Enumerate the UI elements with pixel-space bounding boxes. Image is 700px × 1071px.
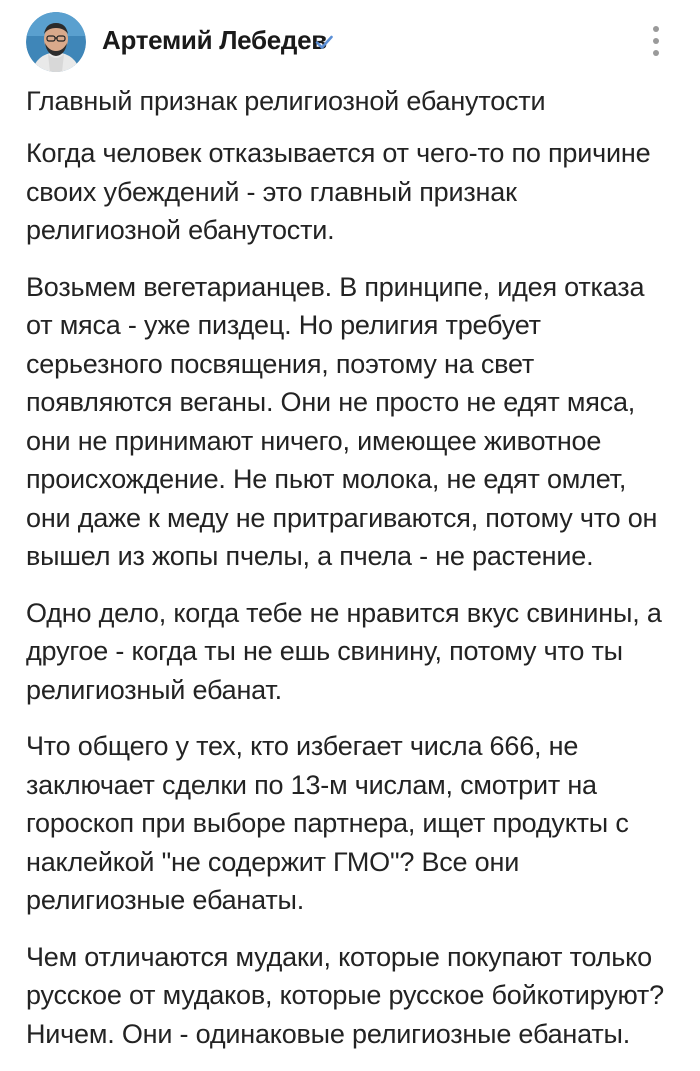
post-paragraph: Возьмем вегетарианцев. В принципе, идея отказа от мяса - уже пиздец. Но религия требует серьезного посвящения, поэтому на свет появляются веганы. Они не просто не едят мяса, они не принимают ничего, имеющее животное происхождение. Не пьют молока, не едят омлет, они даже к меду не притрагиваются, потому что он вышел из жопы пчелы, а пчела - не растение. [26,271,658,571]
avatar[interactable] [26,12,86,72]
avatar-image [26,12,86,72]
verified-check-icon [313,31,335,53]
post-body [26,134,674,1071]
post-title: Главный признак религиозной ебанутости [26,86,546,116]
post-paragraph: Что общего у тех, кто избегает числа 666, не заключает сделки по 13-м числам, смотрит на гороскоп при выборе партнера, ищет продукты с наклейкой "не содержит ГМО"? Все они религиозные ебанаты. [26,731,629,915]
author-name[interactable]: Артемий Лебедев [102,25,327,55]
more-vertical-icon[interactable] [644,20,668,64]
post-paragraph: Когда человек отказывается от чего-то по причине своих убеждений - это главный признак религиозной ебанутости. [26,138,651,245]
post-header [26,10,676,74]
post-paragraph: Чем отличаются мудаки, которые покупают только русское от мудаков, которые русское бойкотируют? Ничем. Они - одинаковые религиозные ебанаты. [26,941,664,1049]
post-paragraph: Одно дело, когда тебе не нравится вкус свинины, а другое - когда ты не ешь свинину, потому что ты религиозный ебанат. [26,597,662,705]
